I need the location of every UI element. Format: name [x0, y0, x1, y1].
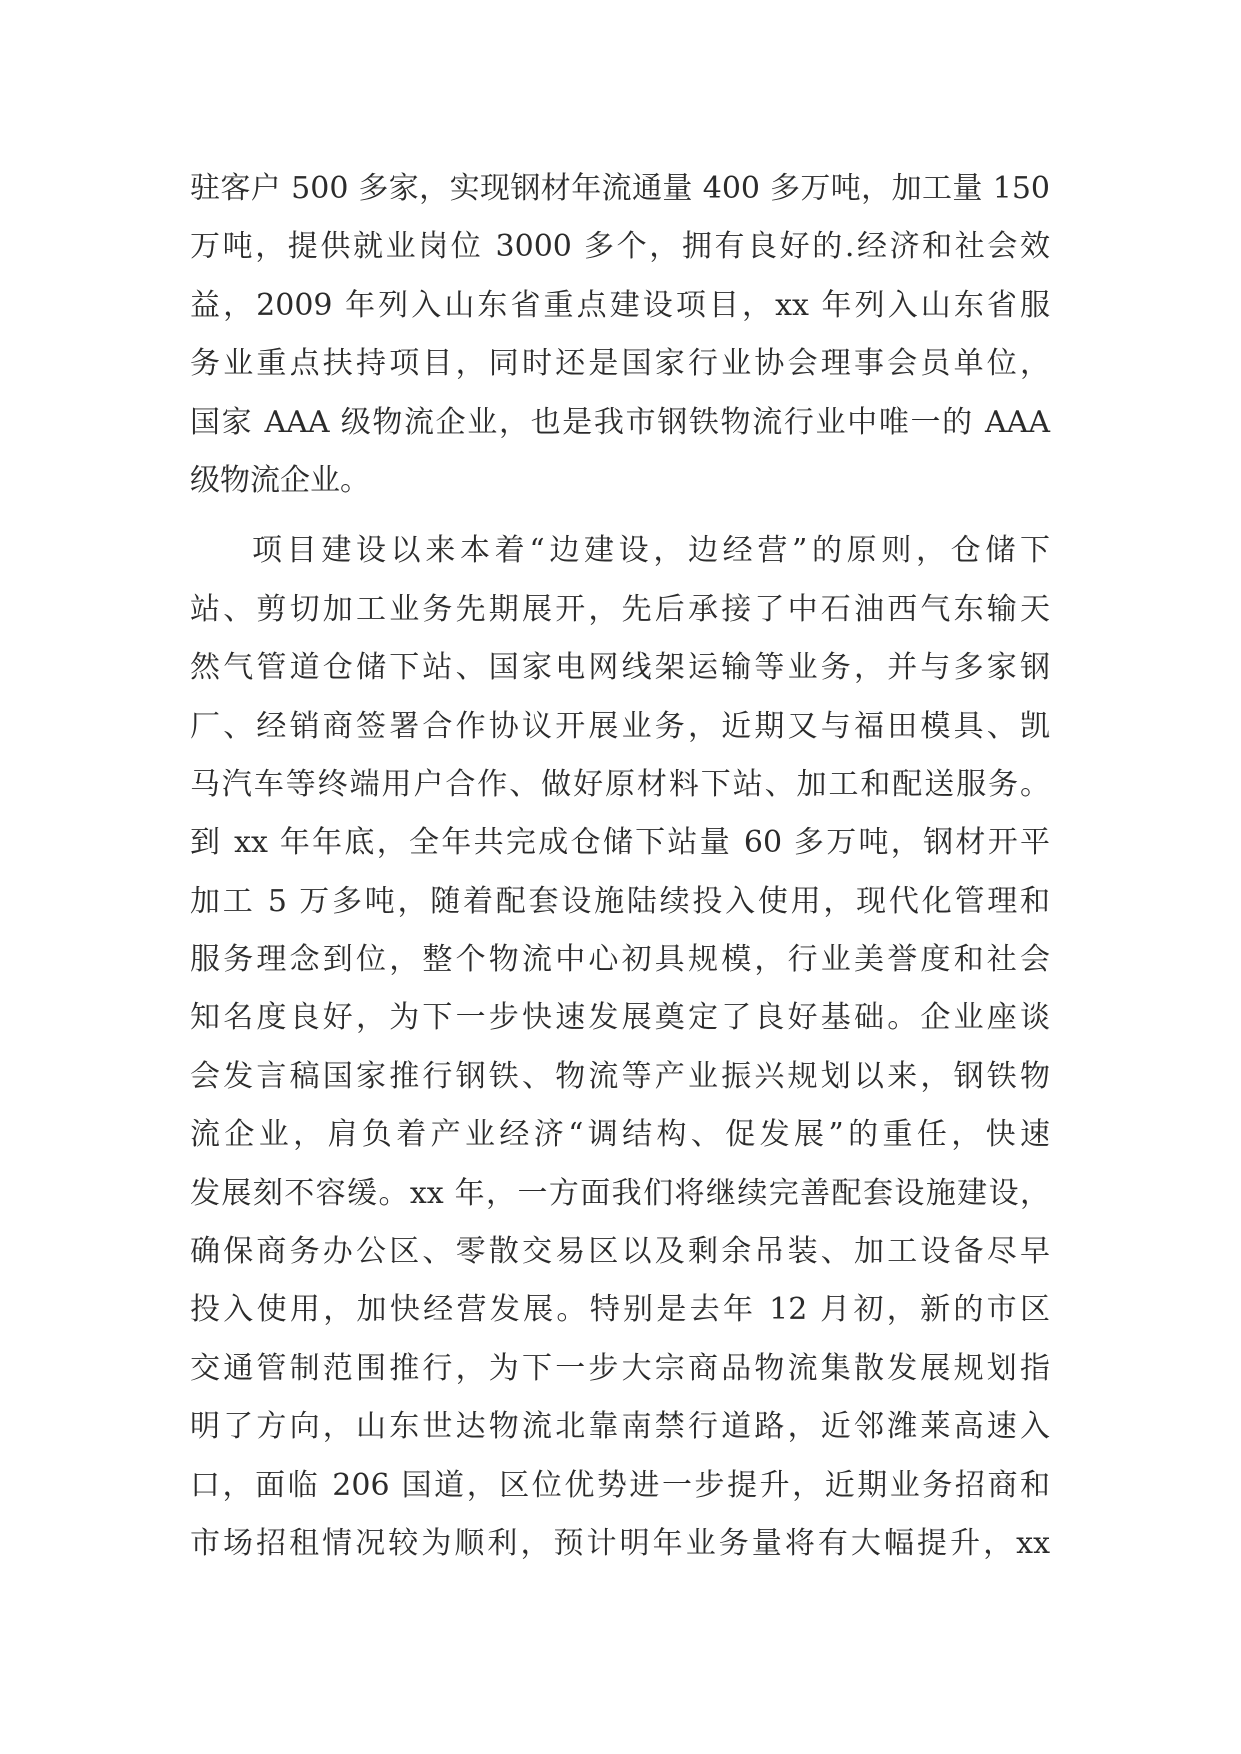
paragraph-line: 口，面临 206 国道，区位优势进一步提升，近期业务招商和: [190, 1467, 1050, 1503]
paragraph-line: 明了方向，山东世达物流北靠南禁行道路，近邻潍莱高速入: [190, 1409, 1050, 1445]
paragraph-line: 加工 5 万多吨，随着配套设施陆续投入使用，现代化管理和: [190, 883, 1050, 919]
paragraph-line: 厂、经销商签署合作协议开展业务，近期又与福田模具、凯: [190, 708, 1050, 744]
paragraph-line: 然气管道仓储下站、国家电网线架运输等业务，并与多家钢: [190, 650, 1050, 686]
paragraph-line: 马汽车等终端用户合作、做好原材料下站、加工和配送服务。: [190, 766, 1050, 802]
paragraph-line: 级物流企业。: [190, 462, 370, 498]
paragraph-line: 发展刻不容缓。xx 年，一方面我们将继续完善配套设施建设，: [190, 1175, 1050, 1211]
paragraph-line: 流企业，肩负着产业经济“调结构、促发展”的重任，快速: [190, 1117, 1050, 1153]
paragraph-line: 万吨，提供就业岗位 3000 多个，拥有良好的.经济和社会效: [190, 229, 1050, 265]
paragraph-line: 服务理念到位，整个物流中心初具规模，行业美誉度和社会: [190, 942, 1050, 978]
paragraph-line: 驻客户 500 多家，实现钢材年流通量 400 多万吨，加工量 150: [190, 171, 1050, 206]
paragraph-line: 务业重点扶持项目，同时还是国家行业协会理事会员单位，: [190, 346, 1050, 382]
paragraph-2: [190, 522, 1050, 1573]
paragraph-line: 站、剪切加工业务先期展开，先后承接了中石油西气东输天: [190, 591, 1050, 627]
paragraph-line: 市场招租情况较为顺利，预计明年业务量将有大幅提升，xx: [190, 1525, 1050, 1561]
paragraph-line: 项目建设以来本着“边建设，边经营”的原则，仓储下: [252, 533, 1050, 569]
body-text: [190, 160, 1050, 1573]
paragraph-line: 知名度良好，为下一步快速发展奠定了良好基础。企业座谈: [190, 1000, 1050, 1036]
paragraph-line: 会发言稿国家推行钢铁、物流等产业振兴规划以来，钢铁物: [190, 1058, 1050, 1094]
paragraph-line: 到 xx 年年底，全年共完成仓储下站量 60 多万吨，钢材开平: [190, 825, 1050, 861]
paragraph-1: [190, 160, 1050, 510]
paragraph-line: 国家 AAA 级物流企业，也是我市钢铁物流行业中唯一的 AAA: [190, 404, 1050, 440]
paragraph-line: 益，2009 年列入山东省重点建设项目，xx 年列入山东省服: [190, 287, 1050, 323]
paragraph-line: 投入使用，加快经营发展。特别是去年 12 月初，新的市区: [190, 1292, 1050, 1328]
paragraph-gap: [190, 510, 1050, 522]
paragraph-line: 确保商务办公区、零散交易区以及剩余吊装、加工设备尽早: [190, 1234, 1050, 1270]
paragraph-line: 交通管制范围推行，为下一步大宗商品物流集散发展规划指: [190, 1350, 1050, 1386]
